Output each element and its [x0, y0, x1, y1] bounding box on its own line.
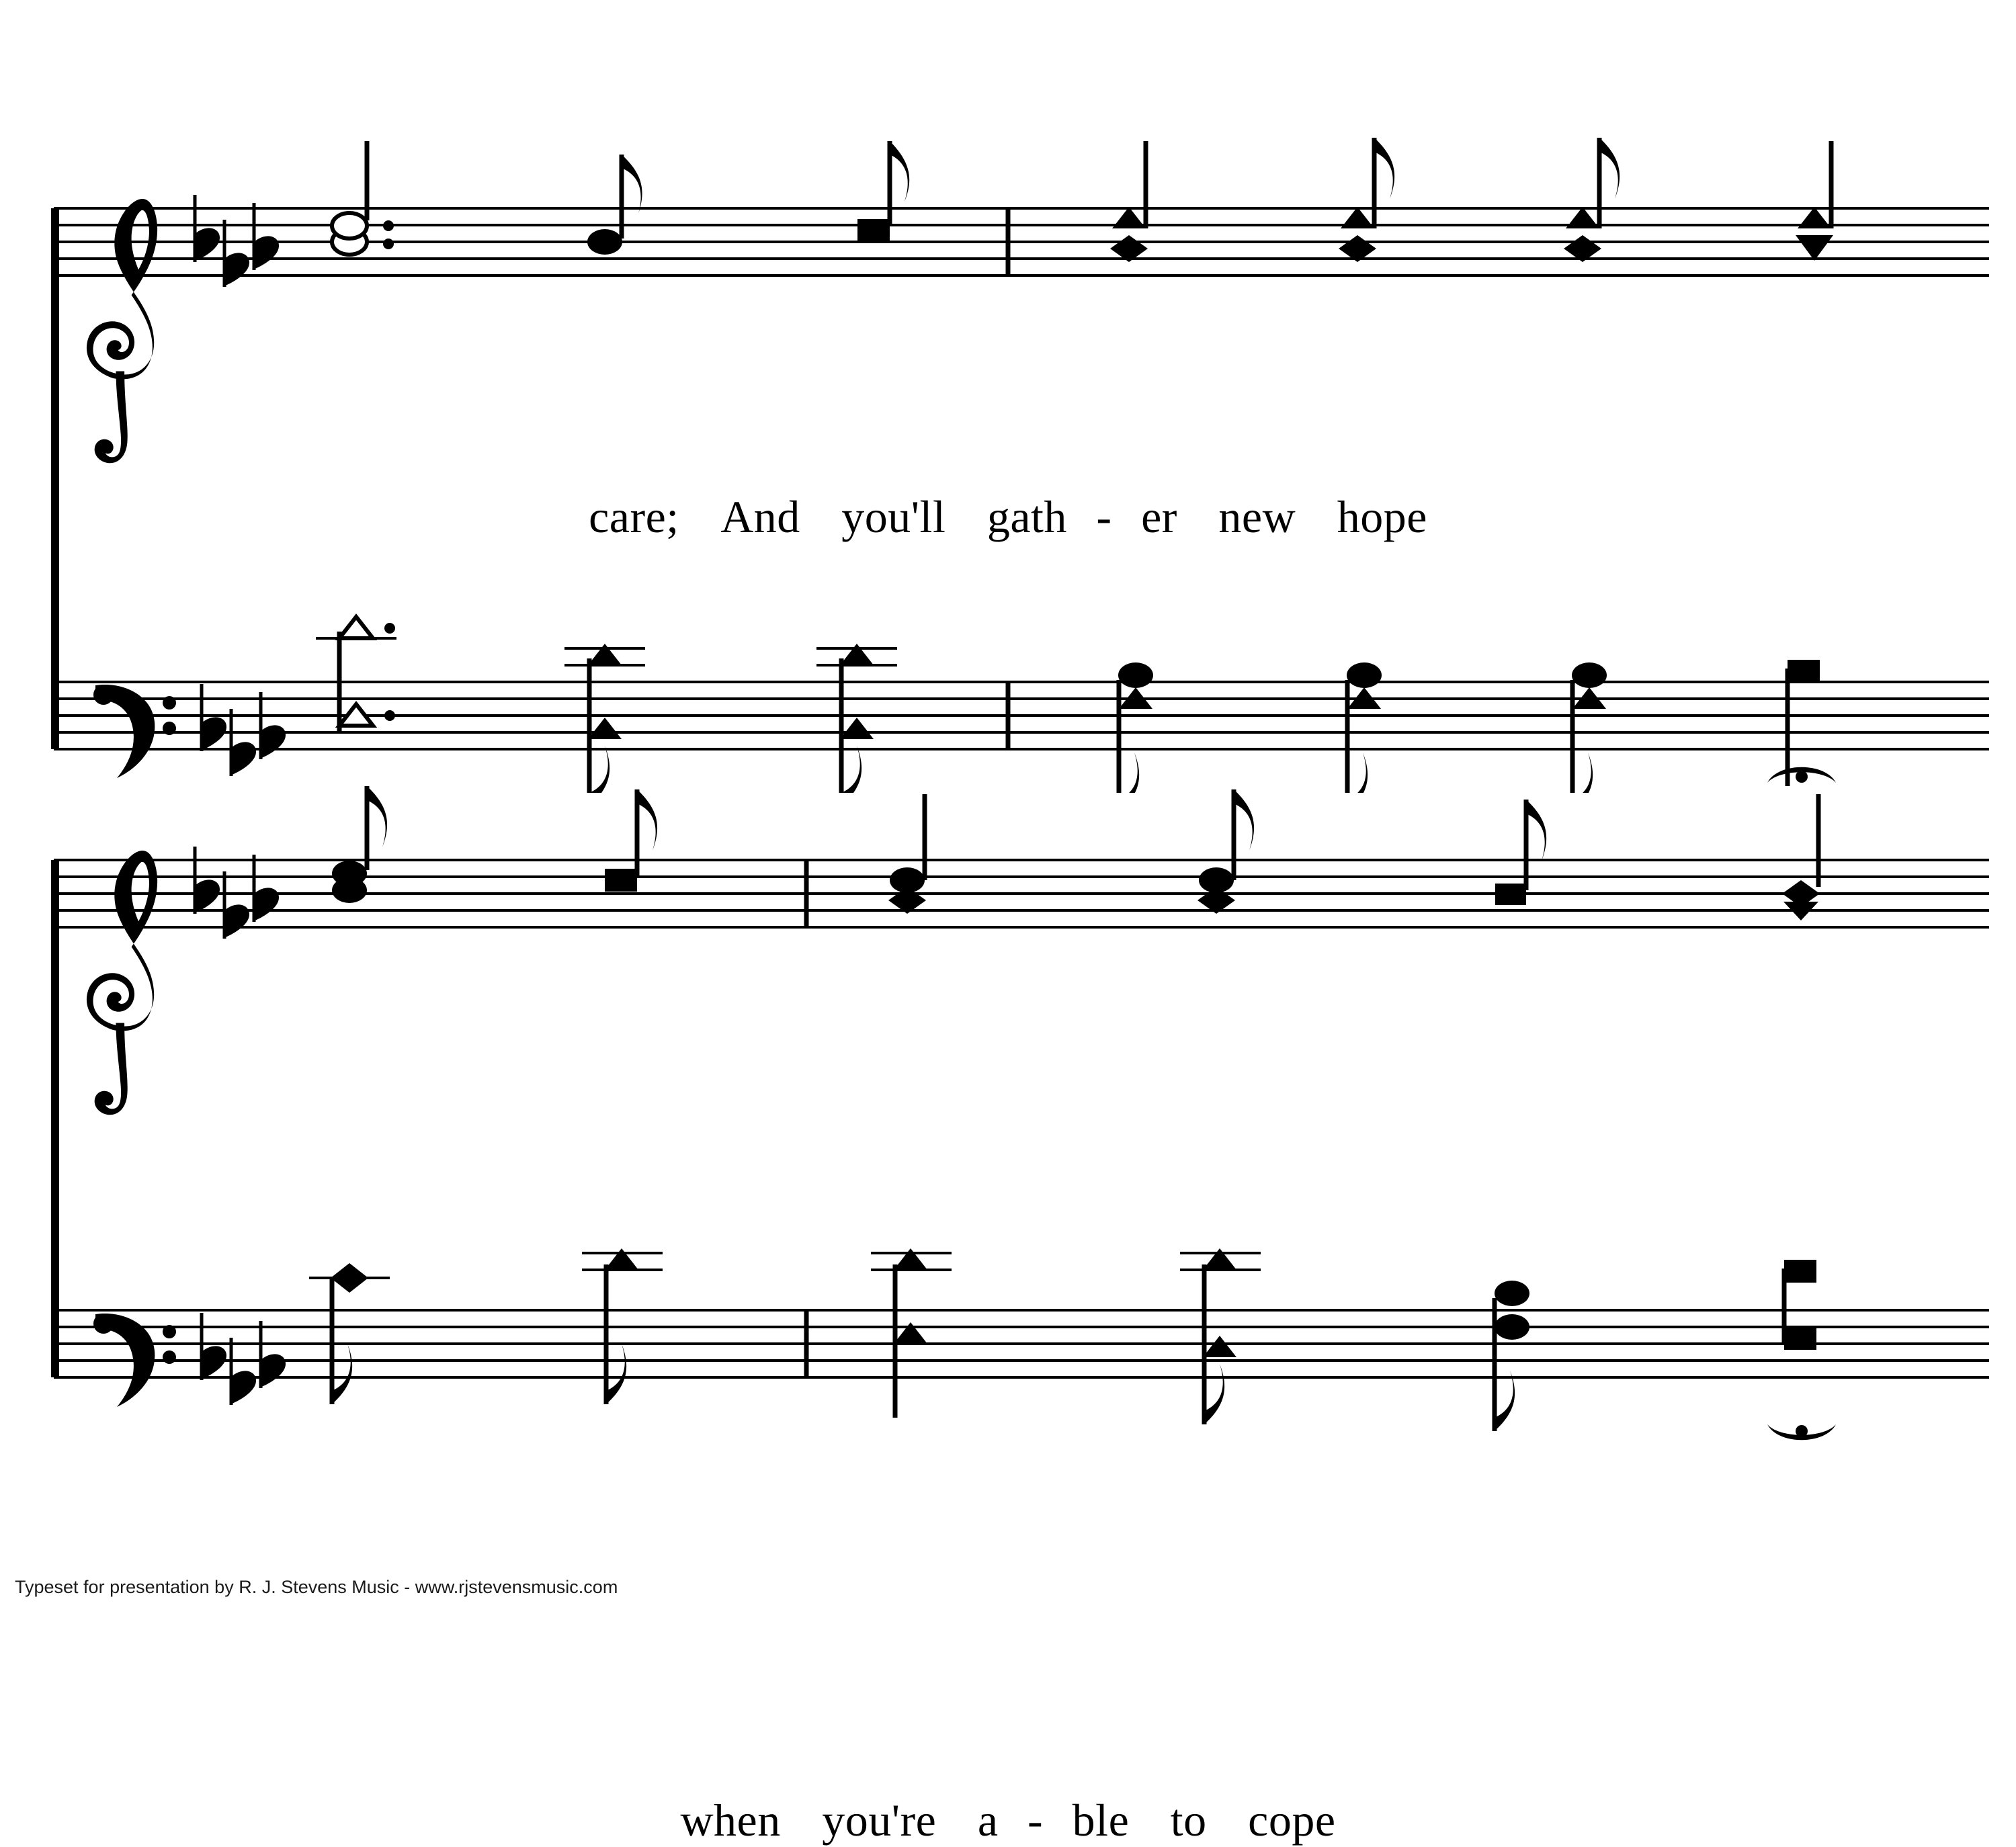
treble-note-6 [1564, 138, 1620, 262]
footer-credit: Typeset for presentation by R. J. Stevens Music - www.rjstevensmusic.com [15, 1577, 618, 1597]
bass-note-6 [1784, 1260, 1816, 1350]
lyric-syllable: ble [1072, 1795, 1130, 1846]
lyric-syllable: And [720, 491, 800, 542]
lyric-syllable: gath [986, 491, 1067, 542]
treble-note-4 [1110, 141, 1148, 262]
lyric-syllable: care; [589, 491, 679, 542]
treble-note-7 [1796, 141, 1833, 261]
bass-note-3 [871, 1248, 952, 1418]
lyric-syllable: cope [1248, 1795, 1336, 1846]
treble-note-4 [1198, 789, 1254, 914]
lyric-syllable: you'll [841, 491, 946, 542]
lyric-syllable: hope [1337, 491, 1427, 542]
bass-staff-lines [54, 682, 1989, 749]
treble-note-2 [587, 155, 642, 255]
bass-staff-lines [54, 1310, 1989, 1377]
treble-clef-icon [87, 851, 157, 1115]
bass-note-4 [1180, 1248, 1261, 1424]
lyric-syllable: you're [822, 1795, 937, 1846]
bass-note-1 [309, 1263, 390, 1404]
lyrics-line-2 [0, 1794, 2016, 1847]
treble-note-3 [857, 141, 909, 242]
bass-note-5 [1495, 1281, 1529, 1431]
lyric-syllable: a [977, 1795, 999, 1846]
treble-note-3 [888, 794, 926, 914]
lyric-syllable: new [1218, 491, 1296, 542]
treble-note-1 [332, 141, 394, 255]
music-system-1 [0, 101, 2016, 793]
treble-note-6 [1782, 794, 1820, 920]
lyric-syllable: when [680, 1795, 781, 1846]
lyrics-line-1 [0, 490, 2016, 544]
lyric-hyphen: - [1027, 1795, 1044, 1846]
fermata-icon [1767, 767, 1836, 783]
lyric-syllable: er [1141, 491, 1177, 542]
treble-clef-icon [87, 199, 157, 463]
treble-note-5 [1495, 800, 1546, 905]
lyric-syllable: to [1170, 1795, 1207, 1846]
fermata-icon [1767, 1424, 1836, 1440]
treble-note-5 [1339, 138, 1394, 262]
lyric-hyphen: - [1096, 491, 1112, 542]
treble-note-1 [332, 786, 387, 903]
